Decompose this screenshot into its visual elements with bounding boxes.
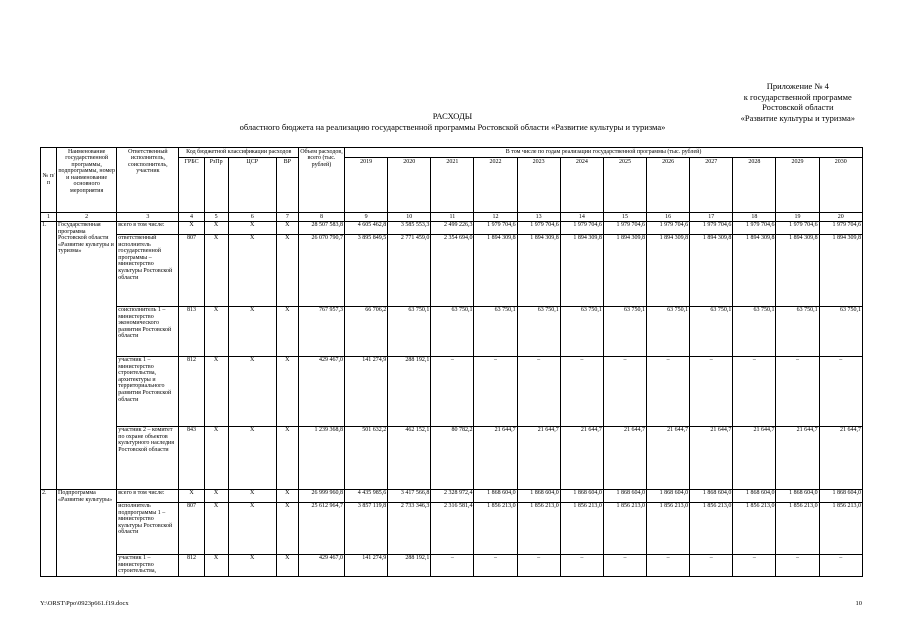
csr-cell: X (228, 426, 276, 489)
year-value-cell: 63 750,1 (603, 306, 646, 356)
total-cell: 767 957,3 (298, 306, 344, 356)
total-cell: 1 239 368,8 (298, 426, 344, 489)
year-value-cell: 1 979 704,6 (517, 221, 560, 234)
year-value-cell: 21 644,7 (776, 426, 819, 489)
responsible-cell: участник 2 – комитет по охране объектов культурного наследия Ростовской области (117, 426, 179, 489)
total-cell: 429 467,0 (298, 356, 344, 426)
header-year: 2028 (733, 158, 776, 213)
appendix-line: Приложение № 4 (766, 81, 829, 91)
index-cell: 16 (647, 213, 690, 222)
index-cell: 7 (276, 213, 298, 222)
year-value-cell: 1 894 309,8 (690, 234, 733, 306)
year-value-cell: – (776, 356, 819, 426)
year-value-cell: – (733, 554, 776, 576)
year-value-cell: 501 632,2 (345, 426, 388, 489)
vr-cell: X (276, 502, 298, 554)
header-grbs: ГРБС (179, 158, 204, 213)
year-value-cell: 1 979 704,6 (733, 221, 776, 234)
year-value-cell: – (603, 554, 646, 576)
year-value-cell: 63 750,1 (431, 306, 474, 356)
csr-cell: X (228, 502, 276, 554)
year-value-cell: 3 585 553,3 (388, 221, 431, 234)
appendix-line: к государственной программе (743, 91, 852, 102)
year-value-cell: 63 750,1 (517, 306, 560, 356)
year-value-cell: 1 868 604,0 (819, 489, 862, 502)
header-year: 2025 (603, 158, 646, 213)
year-value-cell: 63 750,1 (776, 306, 819, 356)
document-title (0, 111, 905, 132)
year-value-cell: 1 894 309,8 (560, 234, 603, 306)
responsible-cell: соисполнитель 1 – министерство экономического развития Ростовской области (117, 306, 179, 356)
year-value-cell: 1 979 704,6 (603, 221, 646, 234)
header-year: 2019 (345, 158, 388, 213)
total-cell: 26 070 790,7 (298, 234, 344, 306)
year-value-cell: 1 868 604,0 (647, 489, 690, 502)
year-value-cell: 1 856 213,0 (819, 502, 862, 554)
header-volume: Объем расходов, всего (тыс. рублей) (298, 148, 344, 213)
year-value-cell: 63 750,1 (474, 306, 517, 356)
table-row (41, 489, 863, 502)
year-value-cell: 288 192,1 (388, 554, 431, 576)
year-value-cell: 1 979 704,6 (474, 221, 517, 234)
grbs-cell: 807 (179, 502, 204, 554)
year-value-cell: 1 894 309,8 (474, 234, 517, 306)
responsible-cell: всего в том числе: (117, 489, 179, 502)
index-cell: 12 (474, 213, 517, 222)
year-value-cell: 21 644,7 (647, 426, 690, 489)
year-value-cell: 2 354 694,0 (431, 234, 474, 306)
year-value-cell: – (690, 356, 733, 426)
header-years-title: В том числе по годам реализации государственной программы (тыс. рублей) (345, 148, 863, 158)
year-value-cell: 141 274,9 (345, 356, 388, 426)
index-cell: 18 (733, 213, 776, 222)
year-value-cell: – (474, 554, 517, 576)
rzpr-cell: X (204, 489, 228, 502)
index-cell: 8 (298, 213, 344, 222)
table-row (41, 306, 863, 356)
index-cell: 4 (179, 213, 204, 222)
grbs-cell: 843 (179, 426, 204, 489)
year-value-cell: 1 868 604,0 (776, 489, 819, 502)
year-value-cell: 1 894 309,8 (603, 234, 646, 306)
year-value-cell: – (819, 356, 862, 426)
rzpr-cell: X (204, 502, 228, 554)
year-value-cell: 1 979 704,6 (690, 221, 733, 234)
year-value-cell: – (690, 554, 733, 576)
year-value-cell: 2 733 346,3 (388, 502, 431, 554)
year-value-cell: 141 274,9 (345, 554, 388, 576)
year-value-cell: 63 750,1 (690, 306, 733, 356)
grbs-cell: 812 (179, 356, 204, 426)
year-value-cell: 1 894 309,8 (733, 234, 776, 306)
index-cell: 10 (388, 213, 431, 222)
year-value-cell: 66 706,2 (345, 306, 388, 356)
year-value-cell: 4 435 985,6 (345, 489, 388, 502)
year-value-cell: 21 644,7 (603, 426, 646, 489)
year-value-cell: 1 868 604,0 (560, 489, 603, 502)
header-year: 2027 (690, 158, 733, 213)
program-name: Государственная программа Ростовской области «Развитие культуры и туризма» (57, 221, 117, 489)
year-value-cell: – (603, 356, 646, 426)
rzpr-cell: X (204, 221, 228, 234)
year-value-cell: 1 856 213,0 (517, 502, 560, 554)
year-value-cell: – (733, 356, 776, 426)
header-csr: ЦСР (228, 158, 276, 213)
vr-cell: X (276, 489, 298, 502)
year-value-cell: 1 856 213,0 (733, 502, 776, 554)
index-cell: 9 (345, 213, 388, 222)
year-value-cell: 21 644,7 (474, 426, 517, 489)
budget-table (40, 147, 863, 577)
year-value-cell: 1 856 213,0 (474, 502, 517, 554)
index-row (41, 213, 863, 222)
header-year: 2022 (474, 158, 517, 213)
year-value-cell: 1 979 704,6 (560, 221, 603, 234)
header-responsible: Ответственный исполнитель, соисполнитель, участник (117, 148, 179, 213)
year-value-cell: 1 979 704,6 (819, 221, 862, 234)
program-name: Подпрограмма «Развитие культуры» (57, 489, 117, 576)
header-rzpr: РзПр (204, 158, 228, 213)
year-value-cell: 1 856 213,0 (560, 502, 603, 554)
vr-cell: X (276, 356, 298, 426)
year-value-cell: 1 856 213,0 (647, 502, 690, 554)
row-number: 1. (41, 221, 57, 489)
rzpr-cell: X (204, 554, 228, 576)
year-value-cell: – (560, 356, 603, 426)
vr-cell: X (276, 306, 298, 356)
index-cell: 2 (57, 213, 117, 222)
table-row (41, 554, 863, 576)
csr-cell: X (228, 489, 276, 502)
grbs-cell: X (179, 221, 204, 234)
year-value-cell: 1 979 704,6 (776, 221, 819, 234)
year-value-cell: 1 868 604,0 (474, 489, 517, 502)
year-value-cell: 1 868 604,0 (690, 489, 733, 502)
header-year: 2029 (776, 158, 819, 213)
year-value-cell: 63 750,1 (388, 306, 431, 356)
row-number: 2. (41, 489, 57, 576)
table-row (41, 356, 863, 426)
year-value-cell: 462 152,1 (388, 426, 431, 489)
csr-cell: X (228, 554, 276, 576)
total-cell: 25 612 964,7 (298, 502, 344, 554)
footer-file-path: Y:\ORST\Ppo\0923p661.f19.docx (40, 600, 129, 607)
csr-cell: X (228, 356, 276, 426)
year-value-cell: 1 894 309,8 (819, 234, 862, 306)
header-year: 2026 (647, 158, 690, 213)
index-cell: 5 (204, 213, 228, 222)
index-cell: 6 (228, 213, 276, 222)
year-value-cell: 4 605 462,8 (345, 221, 388, 234)
header-kbk: Код бюджетной классификации расходов (179, 148, 298, 158)
header-name: Наименование государственной программы, подпрограммы, номер и наименование основного мероприятия (57, 148, 117, 213)
title-main: РАСХОДЫ (432, 111, 473, 121)
grbs-cell: 807 (179, 234, 204, 306)
year-value-cell: – (431, 356, 474, 426)
year-value-cell: – (517, 554, 560, 576)
year-value-cell: 3 857 119,8 (345, 502, 388, 554)
year-value-cell: 1 894 309,8 (517, 234, 560, 306)
page-number: 10 (855, 600, 862, 607)
vr-cell: X (276, 426, 298, 489)
year-value-cell: – (647, 554, 690, 576)
year-value-cell: 2 316 581,4 (431, 502, 474, 554)
csr-cell: X (228, 221, 276, 234)
year-value-cell: – (560, 554, 603, 576)
grbs-cell: X (179, 489, 204, 502)
total-cell: 429 467,0 (298, 554, 344, 576)
index-cell: 1 (41, 213, 57, 222)
index-cell: 14 (560, 213, 603, 222)
year-value-cell: 1 894 309,8 (647, 234, 690, 306)
year-value-cell: 1 979 704,6 (647, 221, 690, 234)
year-value-cell: 1 856 213,0 (603, 502, 646, 554)
appendix-line: «Развитие культуры и туризма» (740, 112, 855, 123)
rzpr-cell: X (204, 306, 228, 356)
year-value-cell: 1 856 213,0 (776, 502, 819, 554)
header-num: № п/п (41, 148, 57, 213)
total-cell: 26 999 960,8 (298, 489, 344, 502)
header-vr: ВР (276, 158, 298, 213)
year-value-cell: 1 868 604,0 (603, 489, 646, 502)
index-cell: 20 (819, 213, 862, 222)
header-year: 2024 (560, 158, 603, 213)
year-value-cell: 288 192,1 (388, 356, 431, 426)
grbs-cell: 813 (179, 306, 204, 356)
year-value-cell: 1 868 604,0 (733, 489, 776, 502)
index-cell: 11 (431, 213, 474, 222)
responsible-cell: ответственный исполнитель государственной программы – министерство культуры Ростовской области (117, 234, 179, 306)
index-cell: 15 (603, 213, 646, 222)
year-value-cell: 21 644,7 (733, 426, 776, 489)
rzpr-cell: X (204, 356, 228, 426)
responsible-cell: всего в том числе: (117, 221, 179, 234)
year-value-cell: 3 895 849,5 (345, 234, 388, 306)
year-value-cell: – (431, 554, 474, 576)
year-value-cell: – (474, 356, 517, 426)
year-value-cell: 21 644,7 (690, 426, 733, 489)
table-row (41, 234, 863, 306)
rzpr-cell: X (204, 234, 228, 306)
year-value-cell: 2 771 459,0 (388, 234, 431, 306)
index-cell: 13 (517, 213, 560, 222)
year-value-cell: 21 644,7 (560, 426, 603, 489)
responsible-cell: участник 1 – министерство строительства, (117, 554, 179, 576)
responsible-cell: участник 1 – министерство строительства, архитектуры и территориального развития Ростовской области (117, 356, 179, 426)
year-value-cell: 2 328 972,4 (431, 489, 474, 502)
year-value-cell: 1 894 309,8 (776, 234, 819, 306)
table-row (41, 502, 863, 554)
year-value-cell: 63 750,1 (733, 306, 776, 356)
table-row (41, 426, 863, 489)
year-value-cell: 21 644,7 (819, 426, 862, 489)
table-row (41, 221, 863, 234)
csr-cell: X (228, 306, 276, 356)
year-value-cell: – (647, 356, 690, 426)
vr-cell: X (276, 221, 298, 234)
year-value-cell: 1 856 213,0 (690, 502, 733, 554)
year-value-cell: 80 782,2 (431, 426, 474, 489)
vr-cell: X (276, 554, 298, 576)
total-cell: 28 507 583,8 (298, 221, 344, 234)
vr-cell: X (276, 234, 298, 306)
year-value-cell: 2 499 226,3 (431, 221, 474, 234)
header-year: 2021 (431, 158, 474, 213)
title-subtitle: областного бюджета на реализацию государственной программы Ростовской области «Развитие культуры и туризма» (239, 121, 666, 132)
grbs-cell: 812 (179, 554, 204, 576)
year-value-cell: 63 750,1 (819, 306, 862, 356)
index-cell: 19 (776, 213, 819, 222)
csr-cell: X (228, 234, 276, 306)
header-year: 2020 (388, 158, 431, 213)
rzpr-cell: X (204, 426, 228, 489)
header-year: 2030 (819, 158, 862, 213)
year-value-cell: – (776, 554, 819, 576)
year-value-cell: 21 644,7 (517, 426, 560, 489)
index-cell: 17 (690, 213, 733, 222)
appendix-line: Ростовской области (762, 102, 834, 112)
year-value-cell: – (517, 356, 560, 426)
responsible-cell: исполнитель подпрограммы 1 – министерство культуры Ростовской области (117, 502, 179, 554)
year-value-cell: 63 750,1 (560, 306, 603, 356)
table-body (41, 213, 863, 577)
index-cell: 3 (117, 213, 179, 222)
year-value-cell: 1 868 604,0 (517, 489, 560, 502)
table-header (41, 148, 863, 213)
year-value-cell: – (819, 554, 862, 576)
year-value-cell: 63 750,1 (647, 306, 690, 356)
year-value-cell: 3 417 566,8 (388, 489, 431, 502)
header-year: 2023 (517, 158, 560, 213)
